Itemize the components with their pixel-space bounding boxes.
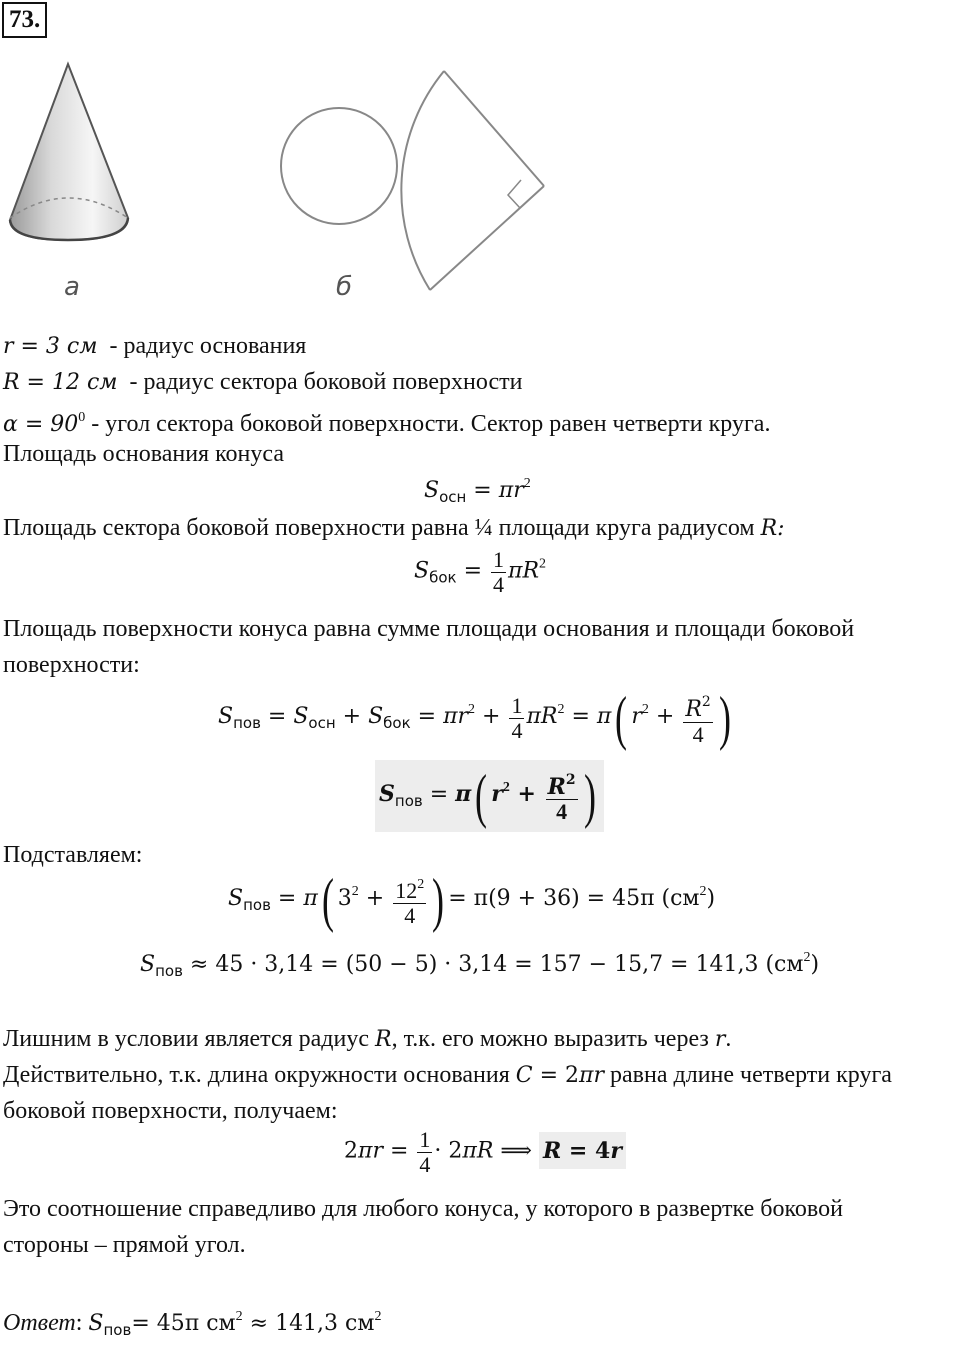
substitute-label: Подставляем: [3,842,143,868]
figure-label-b: б [336,272,353,302]
surface-intro-1: Площадь поверхности конуса равна сумме площади основания и площади боковой [3,616,855,642]
relation-highlight: R = 4r [539,1132,626,1169]
formula-sector-area: $S_{бок}$ = $\frac{1}{4}$ $\pi R^2$ [414,547,547,597]
sector-area-intro: Площадь сектора боковой поверхности равна ¼ площади круга радиусом R: [3,515,785,541]
answer: Ответ: $S_{пов}= 45\pi$ $см^2 \approx 141,3$ $см^2$ [3,1309,382,1339]
cone-figures [0,50,600,310]
conclusion-1: Это соотношение справедливо для любого конуса, у которого в развертке боковой [3,1196,843,1222]
problem-number: 73. [2,2,47,38]
given-alpha: $\alpha = 90^0$ - угол сектора боковой поверхности. Сектор равен четверти круга. [3,410,771,437]
base-area-intro: Площадь основания конуса [3,441,284,467]
formula-surface-general: $S_{пов} = S_{осн} + S_{бок} = \pi r^2$ + $\frac{1}{4}$ $\pi R^2 = \pi$( $r^2$ + $\frac{R^2}{4}$ ) [218,685,731,751]
conclusion-2: стороны – прямой угол. [3,1232,246,1258]
figure-label-a: а [64,272,80,302]
extra-line-1: Лишним в условии является радиус R, т.к. его можно выразить через r. [3,1026,732,1052]
extra-line-3: боковой поверхности, получаем: [3,1098,338,1124]
extra-line-2: Действительно, т.к. длина окружности основания C = 2πr равна длине четверти круга [3,1062,892,1088]
given-R: R = 12 см - радиус сектора боковой поверхности [3,369,523,395]
formula-calc-1: $S_{пов} = \pi$( $3^2$ + $\frac{12^2}{4}$ ) = π(9 + 36) = 45π $(см^2)$ [228,867,716,933]
cone-net-drawing [281,71,544,290]
surface-intro-2: поверхности: [3,652,140,678]
formula-base-area: $S_{осн} = \pi r^2$ [424,476,531,506]
given-r: r = 3 см - радиус основания [3,333,307,359]
formula-surface-highlight: $S_{пов} = \pi$( $r^2$ + $\frac{R^2}{4}$ ) [375,760,604,832]
formula-calc-2: $S_{пов} \approx 45 \cdot 3,14 = (50 - 5) \cdot 3,14 = 157 - 15,7 = 141,3$ $(см^2)$ [140,950,820,980]
cone-drawing [10,64,128,240]
formula-relation: 2πr = $\frac{1}{4}$ · 2πR ⟹ R = 4r [344,1128,626,1177]
